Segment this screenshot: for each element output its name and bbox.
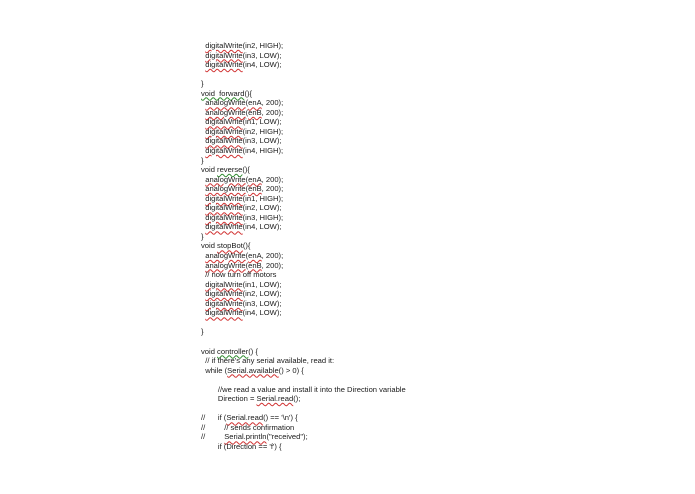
code-line bbox=[201, 356, 406, 366]
code-listing bbox=[201, 41, 406, 452]
code-line bbox=[201, 327, 406, 337]
code-text: ( bbox=[245, 174, 249, 184]
flagged-token: controller bbox=[217, 346, 249, 356]
code-text: // now turn off motors bbox=[201, 270, 277, 280]
flagged-token: analogWrite bbox=[205, 107, 246, 117]
flagged-token: Serial.println bbox=[224, 432, 267, 442]
code-text: // bbox=[201, 432, 225, 442]
code-text: // if there's any serial available, read it: bbox=[201, 356, 335, 366]
code-line bbox=[201, 41, 406, 51]
code-text: , 200); bbox=[261, 174, 284, 184]
code-line bbox=[201, 241, 406, 251]
code-text: (){ bbox=[242, 241, 251, 251]
code-text: (in3, LOW); bbox=[242, 50, 282, 60]
code-text: (){ bbox=[242, 165, 250, 175]
flagged-token: digitalWrite bbox=[205, 212, 243, 222]
flagged-token: enA bbox=[248, 251, 262, 261]
code-text: (in1, HIGH); bbox=[242, 193, 284, 203]
code-line bbox=[201, 270, 406, 280]
code-text: if (Direction == 'f') { bbox=[201, 441, 282, 451]
code-line bbox=[201, 79, 406, 89]
flagged-token: enA bbox=[248, 98, 262, 108]
code-line bbox=[201, 146, 406, 156]
code-line bbox=[201, 51, 406, 61]
code-text: (in4, LOW); bbox=[242, 222, 282, 232]
code-text: , 200); bbox=[261, 184, 284, 194]
flagged-token: analogWrite bbox=[205, 260, 246, 270]
flagged-token: enB bbox=[248, 184, 262, 194]
flagged-token: digitalWrite bbox=[205, 136, 243, 146]
code-line bbox=[201, 251, 406, 261]
code-line bbox=[201, 222, 406, 232]
code-line bbox=[201, 136, 406, 146]
code-text: (); bbox=[293, 394, 301, 404]
code-line bbox=[201, 432, 406, 442]
code-line bbox=[201, 404, 406, 414]
code-line bbox=[201, 194, 406, 204]
code-line bbox=[201, 165, 406, 175]
flagged-token: digitalWrite bbox=[205, 193, 243, 203]
code-text: (in3, HIGH); bbox=[242, 212, 284, 222]
code-line bbox=[201, 385, 406, 395]
code-line bbox=[201, 184, 406, 194]
code-line bbox=[201, 280, 406, 290]
code-line bbox=[201, 232, 406, 242]
flagged-token: digitalWrite bbox=[205, 222, 243, 232]
code-text: //we read a value and install it into the Direction variable bbox=[201, 384, 406, 394]
code-text: (){ bbox=[244, 88, 253, 98]
flagged-token: digitalWrite bbox=[205, 298, 243, 308]
flagged-token: digitalWrite bbox=[205, 50, 243, 60]
code-text: Direction = bbox=[201, 394, 257, 404]
code-line bbox=[201, 89, 406, 99]
code-text: (in4, HIGH); bbox=[242, 146, 284, 156]
code-line bbox=[201, 156, 406, 166]
code-line bbox=[201, 261, 406, 271]
code-line bbox=[201, 337, 406, 347]
flagged-token: digitalWrite bbox=[205, 203, 243, 213]
code-text: } bbox=[201, 79, 204, 89]
code-text: (in2, HIGH); bbox=[242, 41, 284, 50]
code-line bbox=[201, 299, 406, 309]
code-line bbox=[201, 213, 406, 223]
flagged-token: analogWrite bbox=[205, 98, 246, 108]
flagged-token: digitalWrite bbox=[205, 146, 243, 156]
code-text: , 200); bbox=[261, 251, 284, 261]
code-line bbox=[201, 108, 406, 118]
code-line bbox=[201, 117, 406, 127]
code-line bbox=[201, 203, 406, 213]
code-text: (in2, LOW); bbox=[242, 289, 282, 299]
flagged-token: void forward bbox=[201, 88, 245, 98]
code-text: // // sends confirmation bbox=[201, 422, 295, 432]
code-text: (in3, LOW); bbox=[242, 298, 282, 308]
flagged-token: Serial.read bbox=[256, 394, 294, 404]
code-text: , 200); bbox=[261, 260, 284, 270]
flagged-token: enB bbox=[248, 107, 262, 117]
flagged-token: analogWrite bbox=[205, 174, 246, 184]
code-line bbox=[201, 98, 406, 108]
code-text: while ( bbox=[201, 365, 228, 375]
code-text: (in3, LOW); bbox=[242, 136, 282, 146]
code-text: (in2, HIGH); bbox=[242, 126, 284, 136]
flagged-token: reverse bbox=[217, 165, 243, 175]
code-text: void bbox=[201, 346, 218, 356]
code-text: ( bbox=[245, 260, 249, 270]
code-text: (in1, LOW); bbox=[242, 117, 282, 127]
code-text: void bbox=[201, 165, 218, 175]
code-text: () { bbox=[248, 346, 258, 356]
code-line bbox=[201, 70, 406, 80]
code-text: } bbox=[201, 155, 204, 165]
code-line bbox=[201, 347, 406, 357]
flagged-token: digitalWrite bbox=[205, 289, 243, 299]
code-line bbox=[201, 127, 406, 137]
code-text: () > 0) { bbox=[278, 365, 304, 375]
code-line bbox=[201, 289, 406, 299]
code-text: (in4, LOW); bbox=[242, 60, 282, 70]
flagged-token: Serial.read bbox=[226, 413, 264, 423]
code-text: ( bbox=[245, 251, 249, 261]
code-line bbox=[201, 413, 406, 423]
flagged-token: Serial.available bbox=[227, 365, 279, 375]
code-line bbox=[201, 423, 406, 433]
code-text: ( bbox=[245, 107, 249, 117]
code-text: ("received"); bbox=[266, 432, 308, 442]
code-text: ( bbox=[245, 98, 249, 108]
code-line bbox=[201, 394, 406, 404]
flagged-token: analogWrite bbox=[205, 184, 246, 194]
code-text: ( bbox=[245, 184, 249, 194]
code-text: void bbox=[201, 241, 218, 251]
flagged-token: digitalWrite bbox=[205, 41, 243, 50]
code-text: (in1, LOW); bbox=[242, 279, 282, 289]
code-text: , 200); bbox=[261, 107, 284, 117]
code-text: } bbox=[201, 327, 204, 337]
flagged-token: enA bbox=[248, 174, 262, 184]
flagged-token: digitalWrite bbox=[205, 126, 243, 136]
code-line bbox=[201, 375, 406, 385]
flagged-token: analogWrite bbox=[205, 251, 246, 261]
code-text: (in2, LOW); bbox=[242, 203, 282, 213]
flagged-token: stopBot bbox=[217, 241, 243, 251]
code-line bbox=[201, 318, 406, 328]
flagged-token: enB bbox=[248, 260, 262, 270]
code-text: // if ( bbox=[201, 413, 227, 423]
code-text: } bbox=[201, 231, 204, 241]
code-text: () == '\n') { bbox=[263, 413, 298, 423]
code-line bbox=[201, 442, 406, 452]
flagged-token: digitalWrite bbox=[205, 60, 243, 70]
flagged-token: digitalWrite bbox=[205, 279, 243, 289]
code-line bbox=[201, 308, 406, 318]
code-line bbox=[201, 175, 406, 185]
code-text: , 200); bbox=[261, 98, 284, 108]
flagged-token: digitalWrite bbox=[205, 308, 243, 318]
code-text: (in4, LOW); bbox=[242, 308, 282, 318]
flagged-token: digitalWrite bbox=[205, 117, 243, 127]
code-line bbox=[201, 366, 406, 376]
code-line bbox=[201, 60, 406, 70]
